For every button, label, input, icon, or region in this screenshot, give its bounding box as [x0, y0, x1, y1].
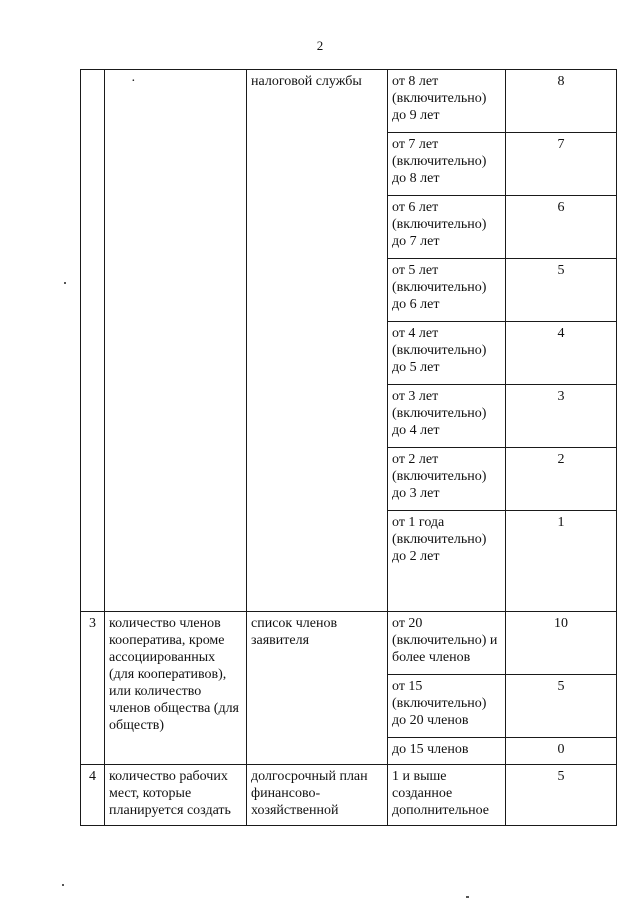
score-cell: 10 [506, 612, 617, 675]
score-cell: 8 [506, 70, 617, 133]
scan-speck [64, 282, 66, 284]
range-cell: 1 и выше созданное дополнительное [388, 765, 506, 826]
score-cell: 7 [506, 133, 617, 196]
table-row [81, 765, 617, 826]
score-cell: 4 [506, 322, 617, 385]
score-cell: 5 [506, 675, 617, 738]
score-cell: 0 [506, 738, 617, 765]
criteria-table [80, 69, 617, 826]
document-cell: список членов заявителя [247, 612, 388, 765]
scan-speck [466, 896, 469, 898]
score-cell: 6 [506, 196, 617, 259]
range-cell: от 3 лет (включительно) до 4 лет [388, 385, 506, 448]
range-cell: от 2 лет (включительно) до 3 лет [388, 448, 506, 511]
scan-speck [62, 884, 64, 886]
table-row [81, 612, 617, 675]
score-cell: 3 [506, 385, 617, 448]
range-cell: от 8 лет (включительно) до 9 лет [388, 70, 506, 133]
range-cell: от 20 (включительно) и более членов [388, 612, 506, 675]
score-cell: 5 [506, 765, 617, 826]
row-number: 3 [81, 612, 105, 765]
range-cell: до 15 членов [388, 738, 506, 765]
range-cell: от 7 лет (включительно) до 8 лет [388, 133, 506, 196]
range-cell: от 5 лет (включительно) до 6 лет [388, 259, 506, 322]
criterion-cell: количество членов кооператива, кроме ассоциированных (для кооперативов), или количество членов общества (для обществ) [105, 612, 247, 765]
score-cell: 2 [506, 448, 617, 511]
range-cell: от 1 года (включительно) до 2 лет [388, 511, 506, 612]
row-number [81, 70, 105, 612]
range-cell: от 6 лет (включительно) до 7 лет [388, 196, 506, 259]
range-cell: от 4 лет (включительно) до 5 лет [388, 322, 506, 385]
table-row [81, 70, 617, 133]
score-cell: 1 [506, 511, 617, 612]
row-number: 4 [81, 765, 105, 826]
document-cell: налоговой службы [247, 70, 388, 612]
document-cell: долгосрочный план финансово-хозяйственной [247, 765, 388, 826]
criterion-text: · [131, 74, 136, 89]
criterion-cell: количество рабочих мест, которые планируется создать [105, 765, 247, 826]
score-cell: 5 [506, 259, 617, 322]
criterion-cell [105, 70, 247, 612]
page-number: 2 [316, 38, 324, 53]
range-cell: от 15 (включительно) до 20 членов [388, 675, 506, 738]
